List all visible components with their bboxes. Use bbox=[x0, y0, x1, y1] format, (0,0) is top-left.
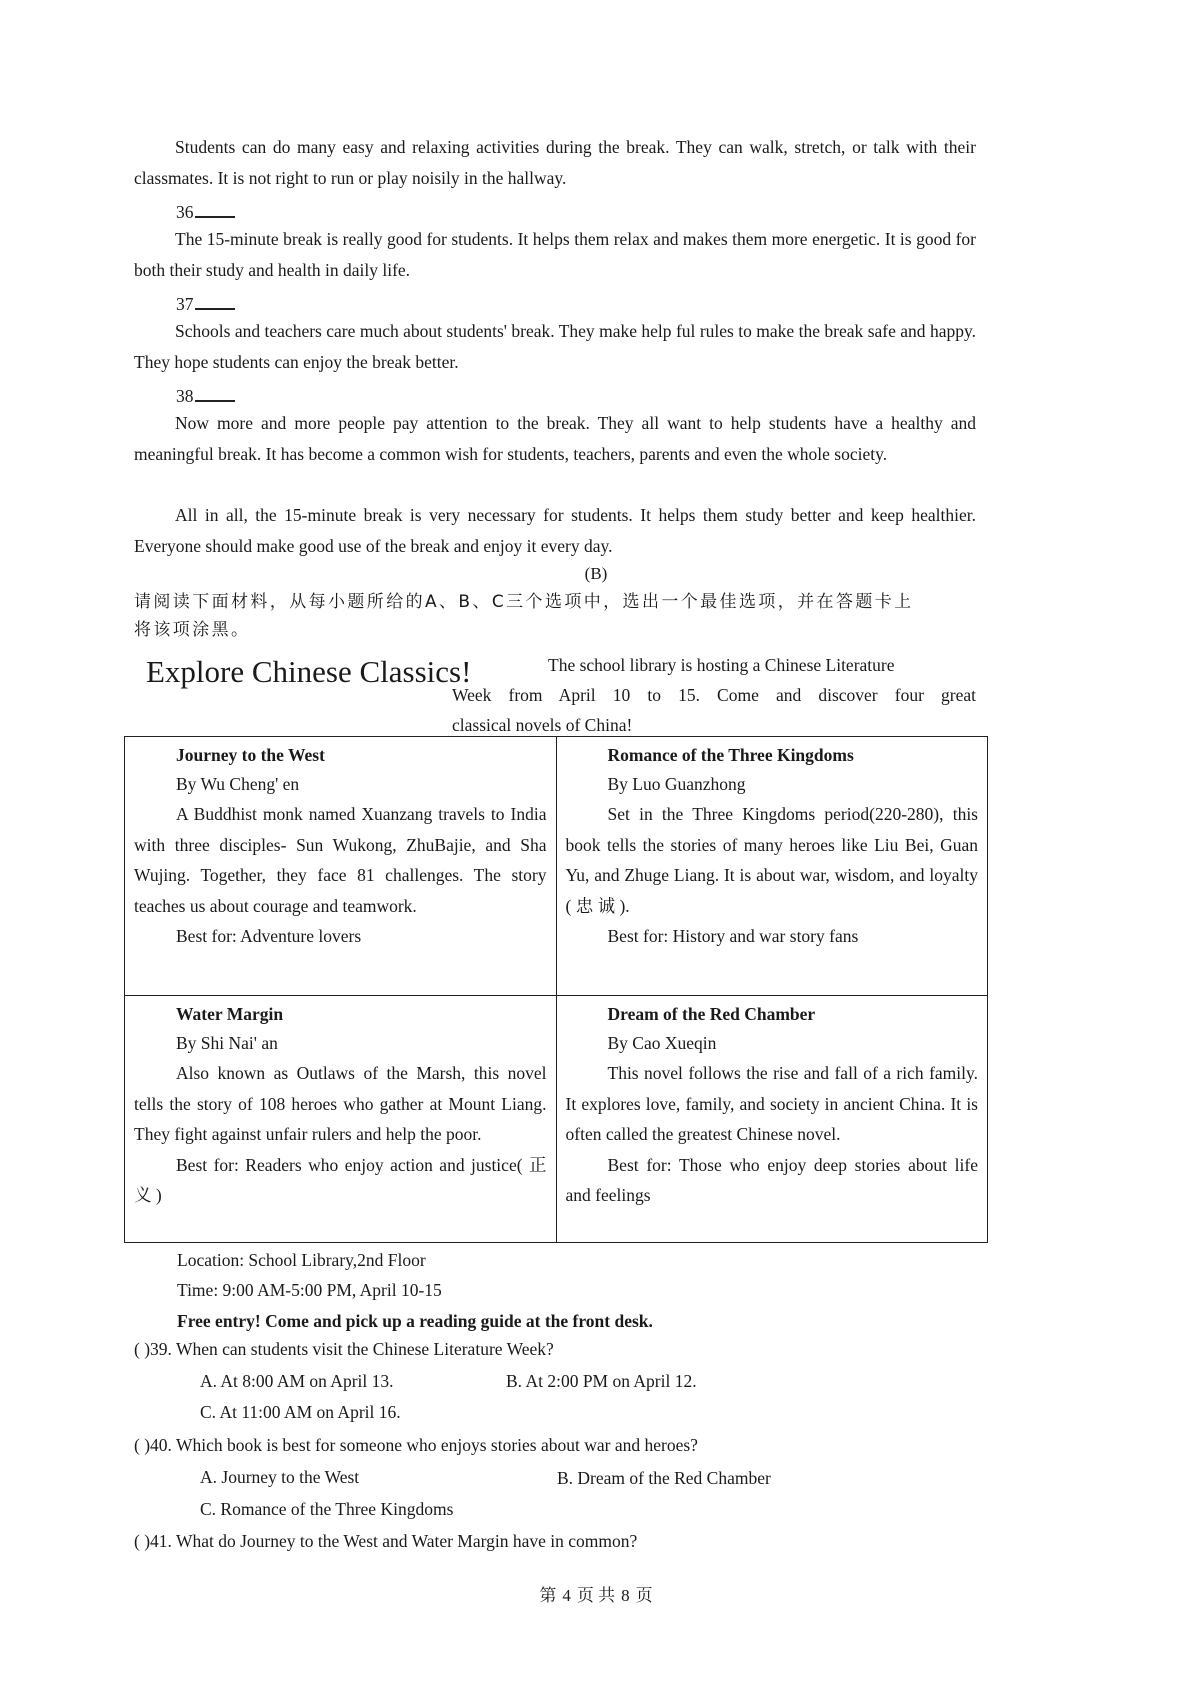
book-best-for: Best for: Adventure lovers bbox=[176, 926, 362, 946]
question-number: 37 bbox=[176, 294, 194, 314]
answer-blank bbox=[195, 198, 235, 218]
answer-blank bbox=[195, 290, 235, 310]
book-author: By Cao Xueqin bbox=[607, 1033, 717, 1053]
question-number: 36 bbox=[176, 202, 194, 222]
book-author: By Wu Cheng' en bbox=[176, 774, 300, 794]
question-39: ( )39. When can students visit the Chinese Literature Week? bbox=[134, 1339, 554, 1359]
intro-line: Week from April 10 to 15. Come and discover four great bbox=[452, 685, 976, 705]
book-card bbox=[125, 996, 557, 1243]
book-description: Also known as Outlaws of the Marsh, this novel tells the story of 108 heroes who gather at Mount Liang. They fight against unfair rulers and help the poor. bbox=[134, 1063, 547, 1144]
footer-text: 页 共 bbox=[576, 1586, 616, 1605]
poster-location: Location: School Library,2nd Floor bbox=[177, 1250, 426, 1270]
book-title: Dream of the Red Chamber bbox=[607, 1004, 816, 1024]
poster-title: Explore Chinese Classics! bbox=[146, 654, 472, 689]
answer-blank bbox=[195, 382, 235, 402]
section-label: (B) bbox=[584, 564, 608, 583]
passage-paragraph: All in all, the 15-minute break is very necessary for students. It helps them study better and keep healthier. Everyone should make good use of the break and enjoy it every day. bbox=[134, 505, 976, 556]
book-card bbox=[556, 996, 988, 1243]
page-number: 4 bbox=[562, 1586, 571, 1605]
passage-paragraph: The 15-minute break is really good for students. It helps them relax and makes them more energetic. It is good for both their study and health in daily life. bbox=[134, 229, 976, 280]
footer-text: 第 bbox=[539, 1586, 557, 1605]
page-total: 8 bbox=[621, 1586, 630, 1605]
question-40: ( )40. Which book is best for someone who enjoys stories about war and heroes? bbox=[134, 1435, 698, 1455]
poster-intro bbox=[452, 650, 976, 740]
book-title: Romance of the Three Kingdoms bbox=[607, 745, 854, 765]
section-instruction: 请阅读下面材料，从每小题所给的A、B、C三个选项中，选出一个最佳选项，并在答题卡上 bbox=[134, 592, 914, 612]
book-author: By Luo Guanzhong bbox=[607, 774, 746, 794]
option-b: B. Dream of the Red Chamber bbox=[557, 1468, 771, 1488]
poster-free-entry: Free entry! Come and pick up a reading guide at the front desk. bbox=[177, 1311, 653, 1331]
question-blank-36 bbox=[176, 198, 235, 223]
passage-paragraph: Schools and teachers care much about students' break. They make help ful rules to make the break safe and happy. They hope students can enjoy the break better. bbox=[134, 321, 976, 372]
book-best-for: Best for: History and war story fans bbox=[607, 926, 859, 946]
book-author: By Shi Nai' an bbox=[176, 1033, 278, 1053]
book-title: Journey to the West bbox=[176, 745, 325, 765]
book-title: Water Margin bbox=[176, 1004, 284, 1024]
option-b: B. At 2:00 PM on April 12. bbox=[506, 1371, 697, 1391]
book-best-for: Best for: Readers who enjoy action and justice( 正 义 ) bbox=[134, 1154, 547, 1205]
option-a: A. At 8:00 AM on April 13. bbox=[200, 1371, 394, 1391]
book-description: This novel follows the rise and fall of a rich family. It explores love, family, and society in ancient China. It is often called the greatest Chinese novel. bbox=[565, 1063, 978, 1144]
option-c: C. At 11:00 AM on April 16. bbox=[200, 1402, 401, 1422]
passage-paragraph: Students can do many easy and relaxing activities during the break. They can walk, stretch, or talk with their classmates. It is not right to run or play noisily in the hallway. bbox=[134, 137, 976, 188]
poster-time: Time: 9:00 AM-5:00 PM, April 10-15 bbox=[177, 1280, 442, 1300]
option-a: A. Journey to the West bbox=[200, 1467, 360, 1487]
book-card bbox=[556, 737, 988, 996]
question-41: ( )41. What do Journey to the West and Water Margin have in common? bbox=[134, 1531, 638, 1551]
book-description: Set in the Three Kingdoms period(220-280), this book tells the stories of many heroes like Liu Bei, Guan Yu, and Zhuge Liang. It is about war, wisdom, and loyalty ( 忠 诚 ). bbox=[565, 804, 978, 916]
question-blank-38 bbox=[176, 382, 235, 407]
page-footer bbox=[0, 1581, 1192, 1606]
question-blank-37 bbox=[176, 290, 235, 315]
book-card bbox=[125, 737, 557, 996]
question-number: 38 bbox=[176, 386, 194, 406]
book-description: A Buddhist monk named Xuanzang travels to India with three disciples- Sun Wukong, ZhuBajie, and Sha Wujing. Together, they face 81 challenges. The story teaches us about courage and teamwork. bbox=[134, 804, 547, 916]
intro-line: The school library is hosting a Chinese Literature bbox=[548, 655, 895, 675]
footer-text: 页 bbox=[635, 1586, 653, 1605]
book-best-for: Best for: Those who enjoy deep stories about life and feelings bbox=[565, 1154, 978, 1205]
option-c: C. Romance of the Three Kingdoms bbox=[200, 1499, 454, 1519]
passage-paragraph: Now more and more people pay attention to the break. They all want to help students have a healthy and meaningful break. It has become a common wish for students, teachers, parents and even the whole society. bbox=[134, 413, 976, 464]
intro-line: classical novels of China! bbox=[452, 715, 633, 735]
book-table bbox=[124, 736, 988, 1243]
section-instruction: 将该项涂黑。 bbox=[134, 620, 251, 640]
